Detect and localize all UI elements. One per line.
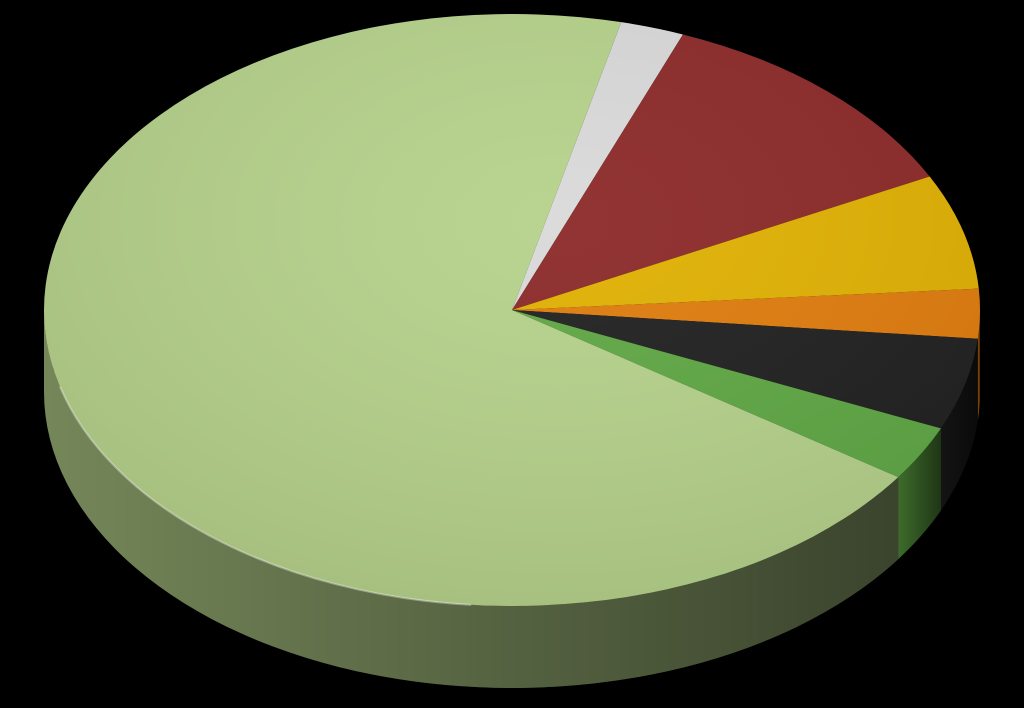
pie-top-layer: [44, 14, 980, 606]
pie-top-shade: [44, 14, 980, 606]
